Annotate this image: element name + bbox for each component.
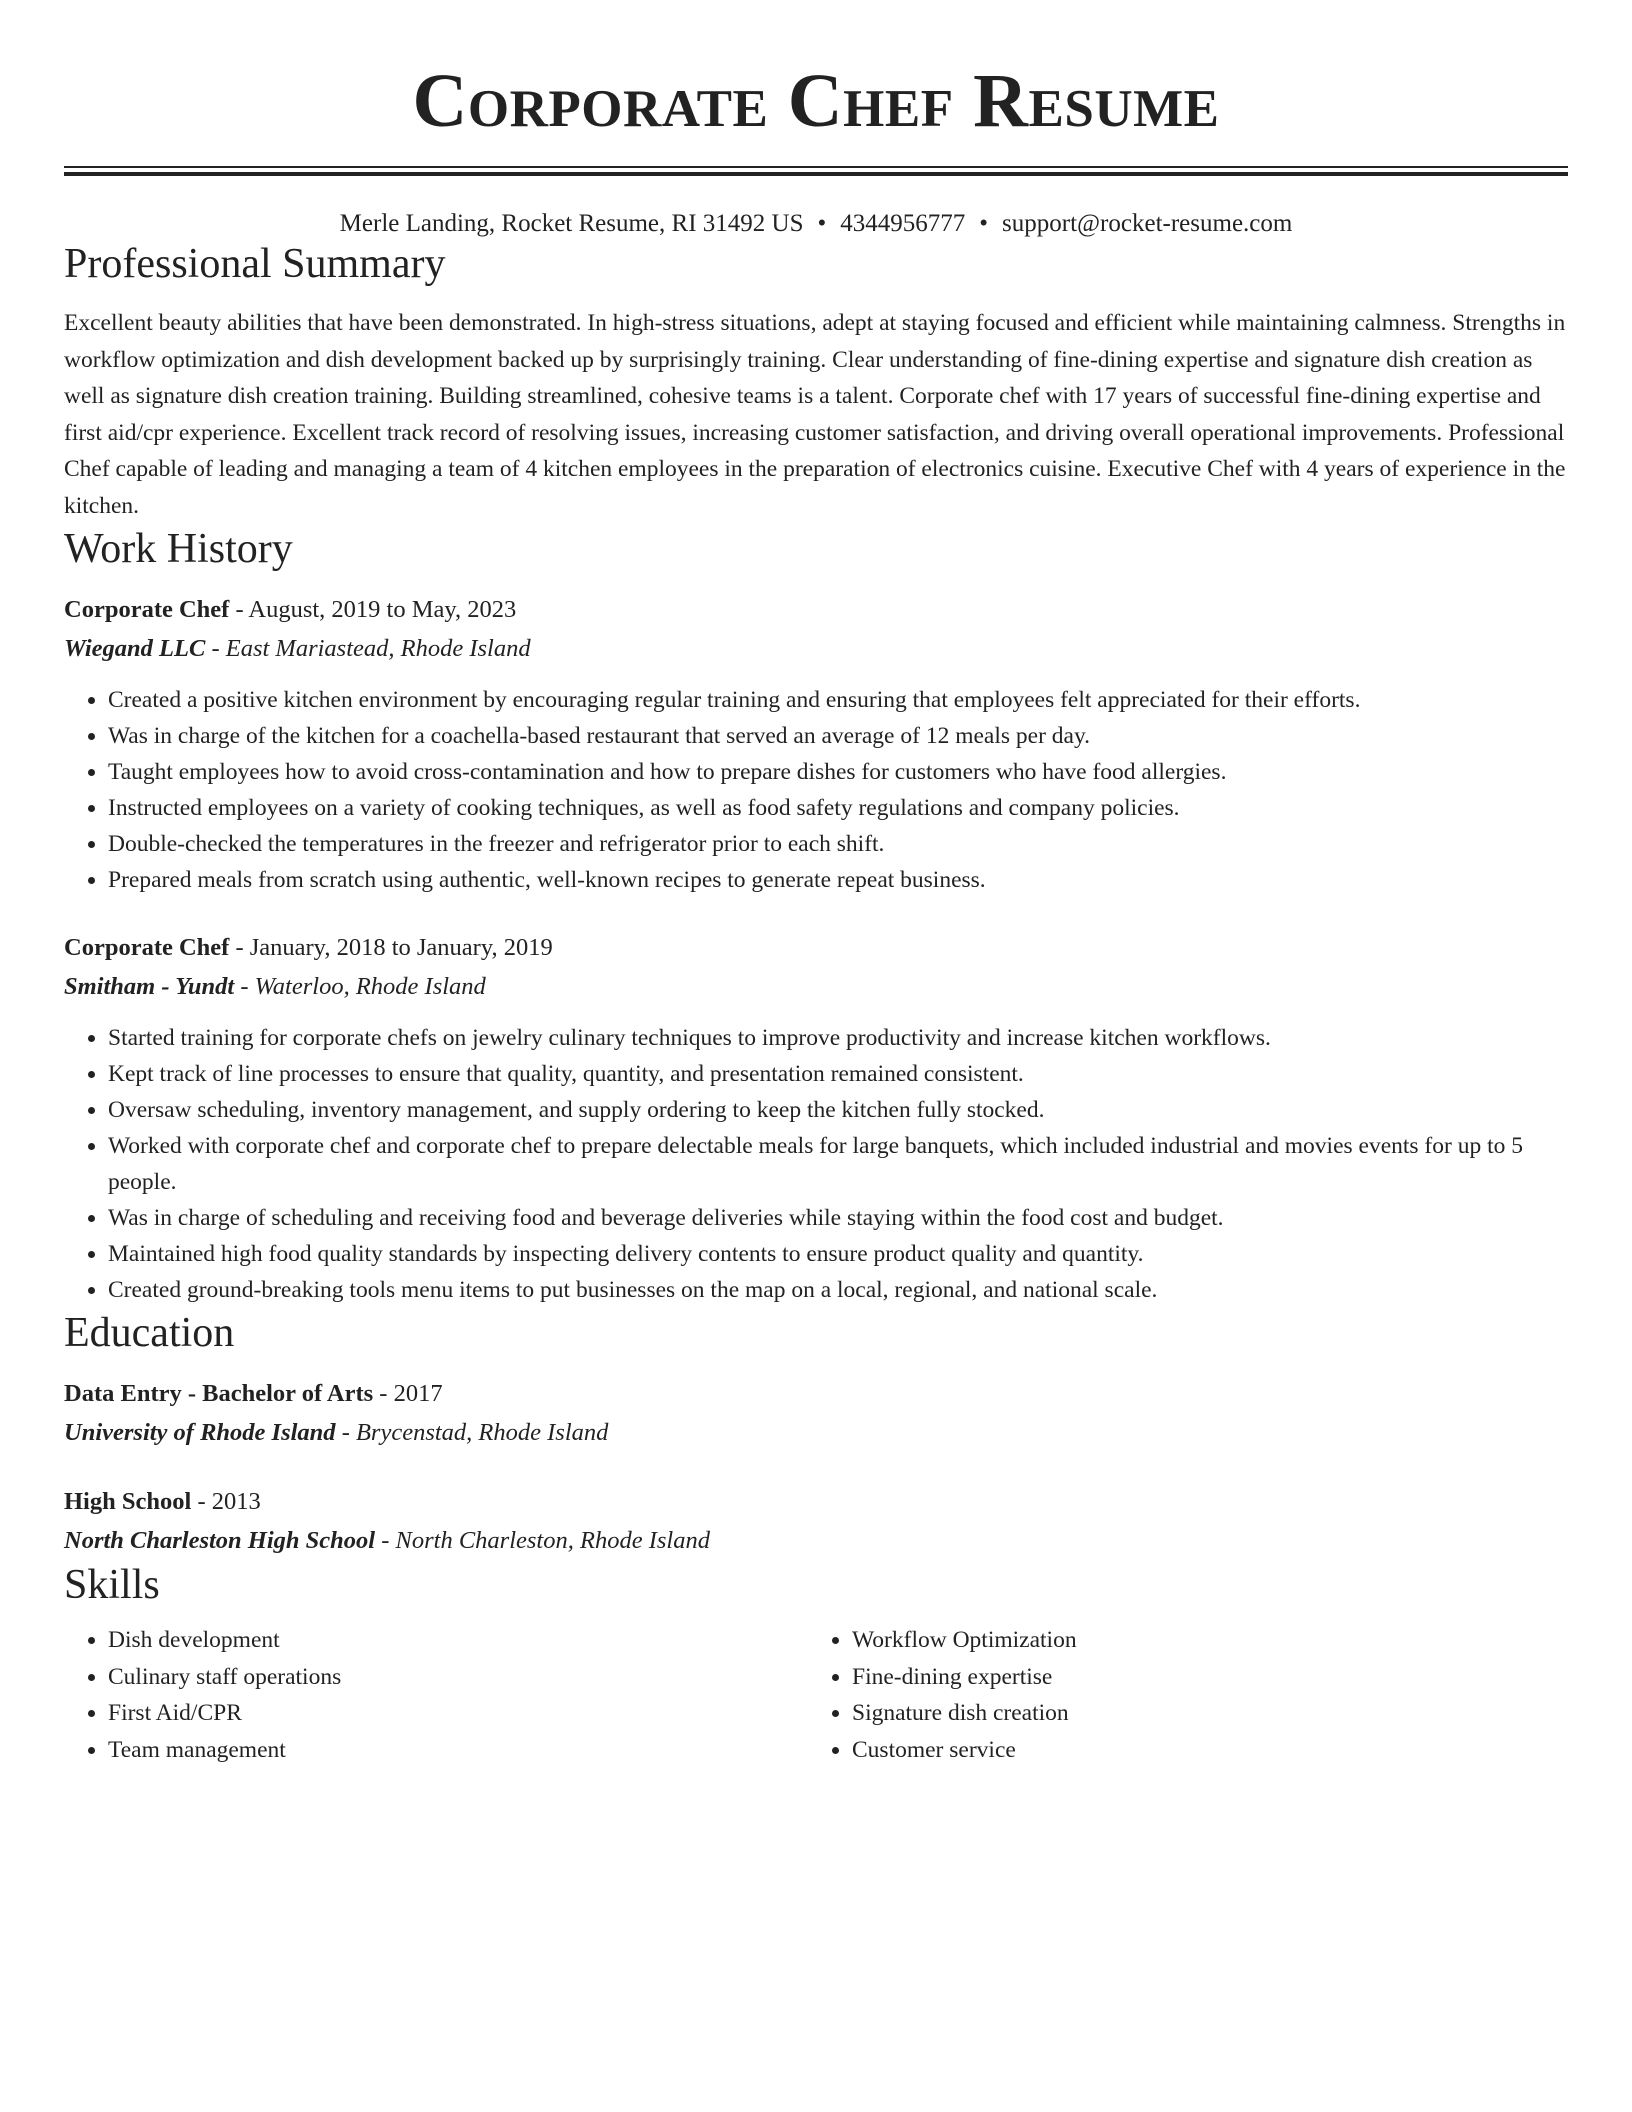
job-dates: - January, 2018 to January, 2019 bbox=[229, 934, 553, 961]
education-school: University of Rhode Island bbox=[64, 1419, 336, 1446]
education-school-line bbox=[64, 1414, 1568, 1452]
education-year: - 2017 bbox=[373, 1380, 443, 1407]
contact-separator: • bbox=[979, 210, 989, 237]
contact-separator: • bbox=[817, 210, 827, 237]
job-location: - Waterloo, Rhode Island bbox=[234, 973, 486, 1000]
skill-item: • Signature dish creation bbox=[852, 1695, 1568, 1732]
skill-item: • Culinary staff operations bbox=[108, 1659, 808, 1696]
education-degree-line bbox=[64, 1482, 1568, 1522]
job-title-line bbox=[64, 590, 1568, 630]
skills-list-left bbox=[64, 1622, 808, 1768]
resume-title: Corporate Chef Resume bbox=[412, 59, 1220, 143]
skill-item: • Team management bbox=[108, 1732, 808, 1769]
job-dates: - August, 2019 to May, 2023 bbox=[229, 596, 517, 623]
education-entry bbox=[64, 1482, 1568, 1560]
education-location: - North Charleston, Rhode Island bbox=[375, 1527, 710, 1554]
contact-email: support@rocket-resume.com bbox=[1002, 210, 1293, 237]
skill-item: • Customer service bbox=[852, 1732, 1568, 1769]
summary-text: Excellent beauty abilities that have been demonstrated. In high-stress situations, adept at staying focused and efficient while maintaining calmness. Strengths in workflow optimization and dish development backed up by surprisingly training. Clear understanding of fine-dining expertise and signature dish creation as well as signature dish creation training. Building streamlined, cohesive teams is a talent. Corporate chef with 17 years of successful fine-dining expertise and first aid/cpr experience. Excellent track record of resolving issues, increasing customer satisfaction, and driving overall operational improvements. Professional Chef capable of leading and managing a team of 4 kitchen employees in the preparation of electronics cuisine. Executive Chef with 4 years of experience in the kitchen. bbox=[64, 310, 1566, 519]
job-bullet: • Was in charge of scheduling and receiving food and beverage deliveries while staying within the food cost and budget. bbox=[108, 1200, 1568, 1236]
job-entry bbox=[64, 590, 1568, 898]
education-degree-line bbox=[64, 1374, 1568, 1414]
contact-phone: 4344956777 bbox=[840, 210, 966, 237]
job-bullet: • Was in charge of the kitchen for a coachella-based restaurant that served an average of 12 meals per day. bbox=[108, 718, 1568, 754]
job-company: Smitham - Yundt bbox=[64, 973, 235, 1000]
education-school: North Charleston High School bbox=[64, 1527, 376, 1554]
skill-item: • First Aid/CPR bbox=[108, 1695, 808, 1732]
job-bullet: • Prepared meals from scratch using authentic, well-known recipes to generate repeat business. bbox=[108, 862, 1568, 898]
job-company-line bbox=[64, 630, 1568, 668]
education-degree: Data Entry - Bachelor of Arts bbox=[64, 1380, 374, 1407]
job-title: Corporate Chef bbox=[64, 596, 230, 623]
job-bullet: • Created a positive kitchen environment by encouraging regular training and ensuring that employees felt appreciated for their efforts. bbox=[108, 682, 1568, 718]
education-year: - 2013 bbox=[191, 1488, 261, 1515]
education-location: - Brycenstad, Rhode Island bbox=[335, 1419, 609, 1446]
job-bullet: • Kept track of line processes to ensure that quality, quantity, and presentation remained consistent. bbox=[108, 1056, 1568, 1092]
skills-list-right bbox=[808, 1622, 1568, 1768]
job-bullet: • Oversaw scheduling, inventory management, and supply ordering to keep the kitchen fully stocked. bbox=[108, 1092, 1568, 1128]
work-history-heading: Work History bbox=[64, 526, 293, 572]
job-entry bbox=[64, 928, 1568, 1308]
job-location: - East Mariastead, Rhode Island bbox=[205, 635, 531, 662]
contact-address: Merle Landing, Rocket Resume, RI 31492 US bbox=[339, 210, 804, 237]
education-school-line bbox=[64, 1522, 1568, 1560]
job-bullet: • Instructed employees on a variety of cooking techniques, as well as food safety regulations and company policies. bbox=[108, 790, 1568, 826]
job-company-line bbox=[64, 968, 1568, 1006]
job-bullet: • Worked with corporate chef and corporate chef to prepare delectable meals for large banquets, which included industrial and movies events for up to 5 people. bbox=[108, 1128, 1568, 1200]
education-heading: Education bbox=[64, 1310, 235, 1356]
skills-columns bbox=[64, 1622, 1568, 1768]
education-degree: High School bbox=[64, 1488, 192, 1515]
summary-heading: Professional Summary bbox=[64, 241, 446, 287]
job-bullet: • Double-checked the temperatures in the freezer and refrigerator prior to each shift. bbox=[108, 826, 1568, 862]
job-bullets bbox=[64, 682, 1568, 898]
job-company: Wiegand LLC bbox=[64, 635, 206, 662]
job-bullet: • Taught employees how to avoid cross-contamination and how to prepare dishes for customers who have food allergies. bbox=[108, 754, 1568, 790]
skill-item: • Fine-dining expertise bbox=[852, 1659, 1568, 1696]
job-bullet: • Started training for corporate chefs on jewelry culinary techniques to improve productivity and increase kitchen workflows. bbox=[108, 1020, 1568, 1056]
job-bullets bbox=[64, 1020, 1568, 1308]
contact-line bbox=[64, 209, 1568, 239]
job-title-line bbox=[64, 928, 1568, 968]
skills-heading: Skills bbox=[64, 1562, 160, 1608]
title-divider bbox=[64, 166, 1568, 176]
job-bullet: • Maintained high food quality standards by inspecting delivery contents to ensure product quality and quantity. bbox=[108, 1236, 1568, 1272]
education-entry bbox=[64, 1374, 1568, 1452]
skill-item: • Workflow Optimization bbox=[852, 1622, 1568, 1659]
job-bullet: • Created ground-breaking tools menu items to put businesses on the map on a local, regional, and national scale. bbox=[108, 1272, 1568, 1308]
job-title: Corporate Chef bbox=[64, 934, 230, 961]
skill-item: • Dish development bbox=[108, 1622, 808, 1659]
